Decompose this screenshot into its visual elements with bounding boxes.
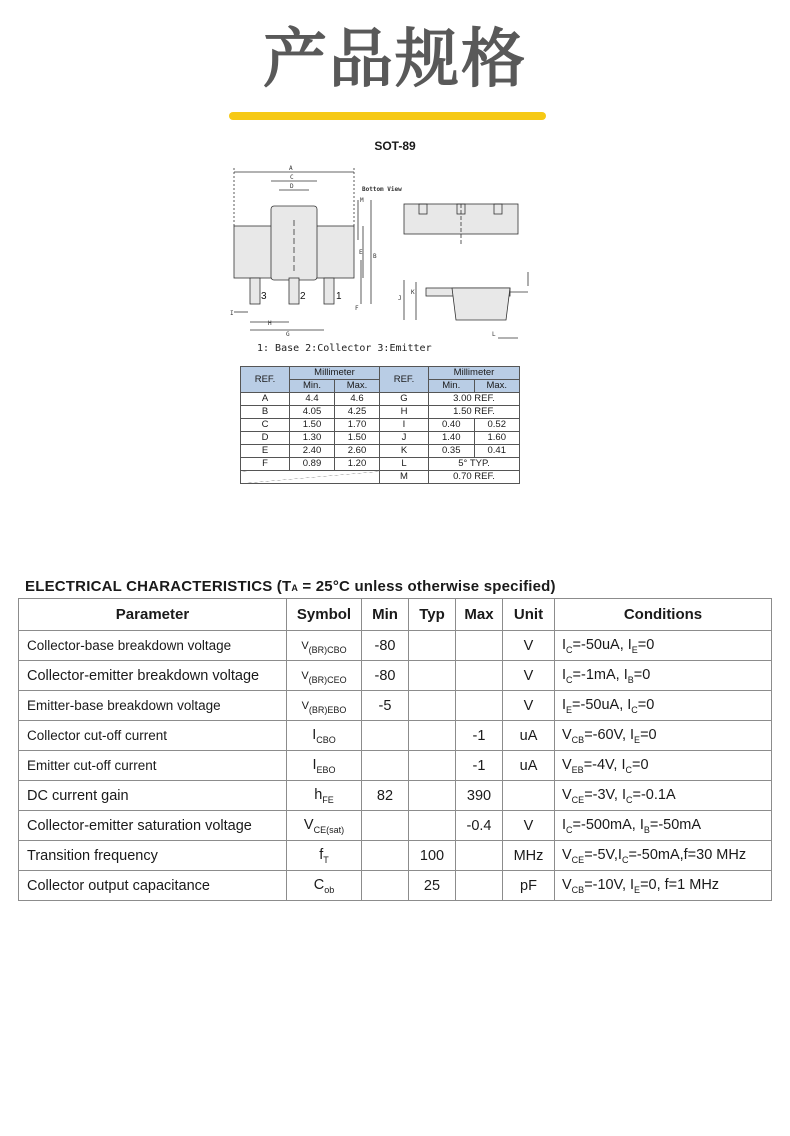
cell-conditions <box>555 841 772 871</box>
condition-subscript: E <box>634 884 641 895</box>
header-parameter: Parameter <box>19 599 287 631</box>
table-row: C 1.50 1.70 I 0.40 0.52 <box>241 419 520 432</box>
condition-subscript: CB <box>571 734 585 745</box>
dim-label-g: G <box>286 331 290 338</box>
dim-header-max-2: Max. <box>474 380 520 393</box>
symbol-main: f <box>319 846 324 863</box>
symbol-main: V <box>301 669 309 682</box>
title-underline <box>229 112 546 120</box>
cell-parameter: Transition frequency <box>19 841 287 871</box>
cell-unit: V <box>503 691 555 721</box>
table-row: M 0.70 REF. <box>241 471 520 484</box>
cell-max <box>456 691 503 721</box>
condition-text: V <box>562 876 572 893</box>
condition-subscript: C <box>566 674 573 685</box>
cell-max: -1 <box>456 751 503 781</box>
dim-label-m: M <box>360 197 364 204</box>
pin-number-3: 3 <box>261 291 267 302</box>
condition-subscript: C <box>566 644 573 655</box>
bottom-view-label: Bottom View <box>362 186 402 193</box>
condition-subscript: C <box>625 764 632 775</box>
table-row <box>19 721 772 751</box>
pin-number-2: 2 <box>300 291 306 302</box>
cell-max: 390 <box>456 781 503 811</box>
dim-label-a: A <box>289 165 293 172</box>
condition-text: =-1mA, I <box>572 666 628 683</box>
cell-conditions <box>555 661 772 691</box>
header-symbol: Symbol <box>287 599 362 631</box>
condition-text: =-50mA <box>649 816 702 833</box>
cell-unit: V <box>503 811 555 841</box>
dim-label-f: F <box>355 305 359 312</box>
symbol-main: V <box>301 639 309 652</box>
symbol-subscript: (BR)CBO <box>308 644 347 655</box>
cell-typ <box>409 781 456 811</box>
pin-legend: 1: Base 2:Collector 3:Emitter <box>257 343 432 354</box>
header-unit: Unit <box>503 599 555 631</box>
dim-empty-cell <box>241 471 380 484</box>
symbol-main: C <box>313 876 325 893</box>
table-row <box>19 631 772 661</box>
cell-conditions <box>555 781 772 811</box>
table-row: F 0.89 1.20 L 5° TYP. <box>241 458 520 471</box>
condition-subscript: CB <box>571 884 585 895</box>
cell-parameter: Collector-emitter breakdown voltage <box>19 661 287 691</box>
condition-text: I <box>562 666 567 683</box>
condition-text: =0 <box>637 636 655 653</box>
cell-typ <box>409 751 456 781</box>
dim-header-ref-2: REF. <box>380 367 429 393</box>
dim-header-ref: REF. <box>241 367 290 393</box>
cell-max <box>456 661 503 691</box>
condition-text: =-50mA,f=30 MHz <box>628 846 747 863</box>
dim-label-b: B <box>373 253 377 260</box>
cell-conditions <box>555 691 772 721</box>
condition-text: =-500mA, I <box>572 816 644 833</box>
condition-subscript: CE <box>571 794 585 805</box>
table-row <box>19 751 772 781</box>
cell-unit: V <box>503 631 555 661</box>
cell-conditions <box>555 751 772 781</box>
condition-text: =0 <box>640 726 657 743</box>
symbol-subscript: FE <box>322 794 334 805</box>
cell-min <box>362 871 409 901</box>
cell-symbol <box>287 871 362 901</box>
cell-parameter: DC current gain <box>19 781 287 811</box>
dim-header-mm: Millimeter <box>290 367 380 380</box>
condition-text: V <box>562 786 572 803</box>
table-row: A 4.4 4.6 G 3.00 REF. <box>241 393 520 406</box>
dim-header-mm-2: Millimeter <box>429 367 520 380</box>
table-row: D 1.30 1.50 J 1.40 1.60 <box>241 432 520 445</box>
table-row <box>19 871 772 901</box>
pin-number-1: 1 <box>336 291 342 302</box>
cell-symbol <box>287 751 362 781</box>
symbol-subscript: ob <box>324 884 335 895</box>
cell-parameter: Collector-base breakdown voltage <box>19 631 287 661</box>
condition-text: =-4V, I <box>583 756 626 773</box>
electrical-characteristics-table <box>18 598 772 901</box>
table-row <box>19 841 772 871</box>
cell-min <box>362 751 409 781</box>
symbol-subscript: (BR)EBO <box>308 704 347 715</box>
symbol-subscript: EBO <box>316 764 336 775</box>
dim-label-j: J <box>398 295 402 302</box>
cell-typ <box>409 811 456 841</box>
condition-subscript: E <box>566 704 573 715</box>
dim-label-d: D <box>290 183 294 190</box>
dim-header-min: Min. <box>290 380 335 393</box>
condition-subscript: CE <box>571 854 585 865</box>
condition-text: =0 <box>631 756 649 773</box>
cell-parameter: Emitter-base breakdown voltage <box>19 691 287 721</box>
symbol-main: V <box>303 816 314 833</box>
cell-unit <box>503 781 555 811</box>
cell-parameter: Emitter cut-off current <box>19 751 287 781</box>
cell-max: -0.4 <box>456 811 503 841</box>
dim-header-max: Max. <box>335 380 380 393</box>
dim-header-min-2: Min. <box>429 380 475 393</box>
table-row: E 2.40 2.60 K 0.35 0.41 <box>241 445 520 458</box>
table-row <box>19 811 772 841</box>
symbol-subscript: (BR)CEO <box>308 674 347 685</box>
cell-min: 82 <box>362 781 409 811</box>
dim-label-e: E <box>359 249 363 256</box>
cell-typ <box>409 631 456 661</box>
page-title: 产品规格 <box>263 23 527 97</box>
condition-text: =-5V,I <box>584 846 622 863</box>
symbol-main: I <box>312 756 317 773</box>
cell-parameter: Collector-emitter saturation voltage <box>19 811 287 841</box>
cell-conditions <box>555 721 772 751</box>
cell-symbol <box>287 661 362 691</box>
cell-max: -1 <box>456 721 503 751</box>
cell-symbol <box>287 841 362 871</box>
cell-parameter: Collector cut-off current <box>19 721 287 751</box>
dim-label-c: C <box>290 174 294 181</box>
header-min: Min <box>362 599 409 631</box>
condition-text: I <box>562 636 567 653</box>
condition-subscript: C <box>625 794 633 805</box>
header-typ: Typ <box>409 599 456 631</box>
cell-symbol <box>287 781 362 811</box>
condition-text: =-10V, I <box>584 876 635 893</box>
table-row <box>19 691 772 721</box>
cell-min <box>362 811 409 841</box>
cell-min: -5 <box>362 691 409 721</box>
condition-subscript: EB <box>571 764 584 775</box>
cell-conditions <box>555 811 772 841</box>
cell-unit: MHz <box>503 841 555 871</box>
cell-unit: pF <box>503 871 555 901</box>
cell-symbol <box>287 811 362 841</box>
table-row <box>19 661 772 691</box>
symbol-subscript: T <box>323 854 329 865</box>
cell-conditions <box>555 871 772 901</box>
dim-label-i: I <box>230 310 234 317</box>
condition-subscript: C <box>631 704 638 715</box>
cell-unit: uA <box>503 751 555 781</box>
cell-min: -80 <box>362 631 409 661</box>
condition-subscript: E <box>631 644 638 655</box>
header-conditions: Conditions <box>555 599 772 631</box>
condition-text: I <box>562 816 567 833</box>
table-row: B 4.05 4.25 H 1.50 REF. <box>241 406 520 419</box>
condition-text: V <box>562 756 572 773</box>
cell-max <box>456 841 503 871</box>
condition-subscript: E <box>634 734 641 745</box>
dim-label-h: H <box>268 320 272 327</box>
condition-text: V <box>562 846 572 863</box>
cell-min <box>362 721 409 751</box>
cell-symbol <box>287 631 362 661</box>
condition-subscript: B <box>643 824 650 835</box>
condition-text: I <box>562 696 567 713</box>
cell-min <box>362 841 409 871</box>
condition-text: =-50uA, I <box>572 696 632 713</box>
condition-text: =-3V, I <box>584 786 626 803</box>
package-name: SOT-89 <box>374 139 416 153</box>
electrical-characteristics-title: ELECTRICAL CHARACTERISTICS (TA = 25°C unless otherwise specified) <box>25 578 556 595</box>
dim-label-k: K <box>411 289 415 296</box>
cell-symbol <box>287 691 362 721</box>
symbol-subscript: CE(sat) <box>313 824 345 835</box>
dimension-table <box>240 366 520 484</box>
condition-subscript: C <box>566 824 573 835</box>
cell-typ <box>409 661 456 691</box>
cell-unit: uA <box>503 721 555 751</box>
cell-typ <box>409 721 456 751</box>
condition-text: =-60V, I <box>584 726 635 743</box>
package-outline-drawing <box>228 160 548 360</box>
condition-text: =-50uA, I <box>572 636 632 653</box>
symbol-main: I <box>312 726 317 743</box>
condition-text: V <box>562 726 572 743</box>
condition-subscript: C <box>621 854 629 865</box>
condition-text: =0 <box>637 696 655 713</box>
table-row <box>19 781 772 811</box>
condition-subscript: B <box>627 674 634 685</box>
dim-label-l: L <box>492 331 496 338</box>
symbol-main: V <box>301 699 309 712</box>
symbol-main: h <box>314 786 323 803</box>
condition-text: =0, f=1 MHz <box>640 876 720 893</box>
cell-typ: 25 <box>409 871 456 901</box>
cell-symbol <box>287 721 362 751</box>
symbol-subscript: CBO <box>316 734 336 745</box>
cell-parameter: Collector output capacitance <box>19 871 287 901</box>
header-max: Max <box>456 599 503 631</box>
cell-typ <box>409 691 456 721</box>
cell-max <box>456 871 503 901</box>
cell-conditions <box>555 631 772 661</box>
cell-min: -80 <box>362 661 409 691</box>
cell-typ: 100 <box>409 841 456 871</box>
condition-text: =0 <box>633 666 651 683</box>
cell-unit: V <box>503 661 555 691</box>
condition-text: =-0.1A <box>632 786 676 803</box>
cell-max <box>456 631 503 661</box>
